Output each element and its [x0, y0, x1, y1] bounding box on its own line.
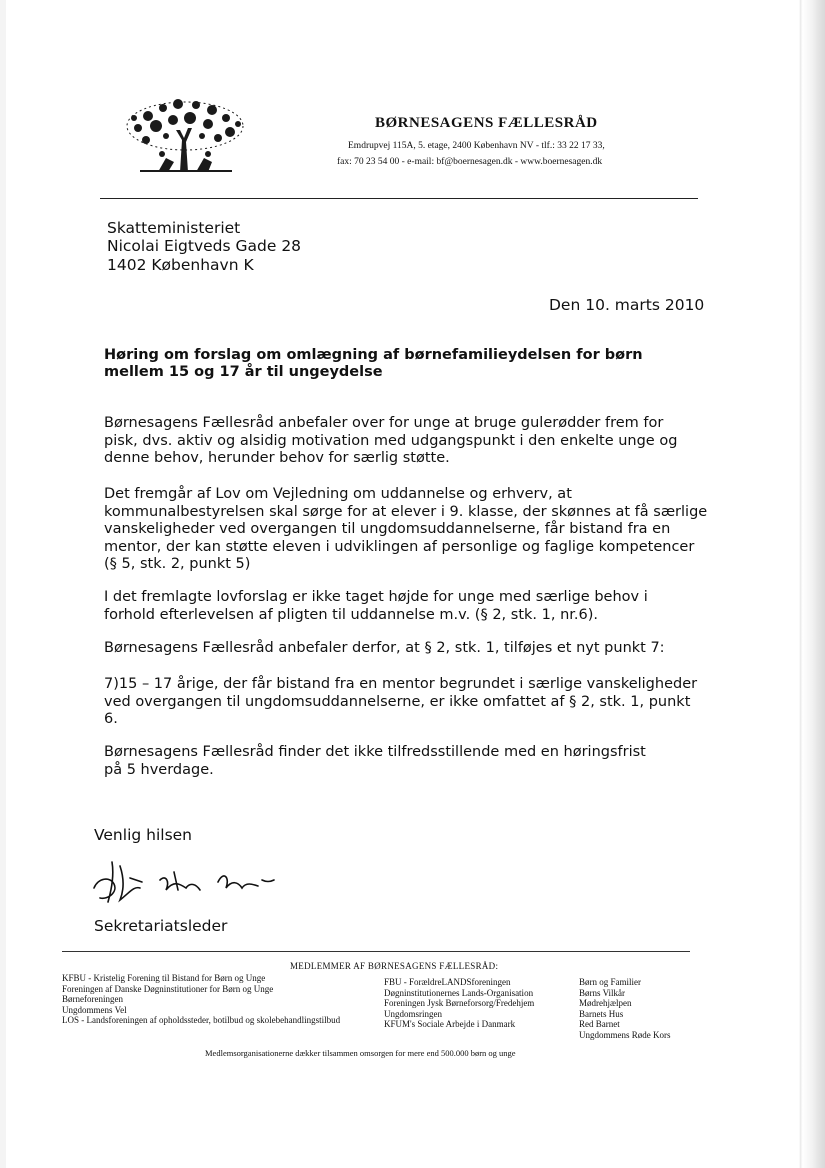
- footer-members-column-2: [384, 977, 534, 1030]
- body-paragraph-4: Børnesagens Fællesråd anbefaler derfor, at § 2, stk. 1, tilføjes et nyt punkt 7:: [104, 640, 665, 656]
- body-paragraph-1: Børnesagens Fællesråd anbefaler over for unge at bruge gulerødder frem for pisk, dvs. aktiv og alsidig motivation med udgangspunkt i den enkelte unge og denne behov, herunder behov for særlig støtte.: [104, 415, 678, 466]
- body-paragraph-6: Børnesagens Fællesråd finder det ikke tilfredsstillende med en høringsfrist på 5 hverdage.: [104, 744, 646, 778]
- footer-member: Mødrehjælpen: [579, 998, 632, 1009]
- footer-member: Foreningen af Danske Døgninstitutioner for Børn og Unge: [62, 983, 274, 994]
- footer-member: KFBU - Kristelig Forening til Bistand for Børn og Unge: [62, 973, 266, 983]
- footer-member: Red Barnet: [579, 1019, 620, 1030]
- footer-divider: [62, 951, 690, 952]
- footer-member: LOS - Landsforeningen af opholdssteder, botilbud og skolebehandlingstilbud: [62, 1015, 341, 1026]
- letter-date: Den 10. marts 2010: [549, 296, 705, 314]
- footer-member: Foreningen Jysk Børneforsorg/Fredehjem: [384, 998, 535, 1009]
- scan-edge-right: [793, 0, 825, 1168]
- footer-member: Ungdomsringen: [384, 1008, 442, 1019]
- tree-logo: [118, 96, 252, 176]
- handwritten-signature: [90, 858, 280, 906]
- organization-address: Emdrupvej 115A, 5. etage, 2400 København NV - tlf.: 33 22 17 33,: [348, 141, 605, 151]
- organization-name: BØRNESAGENS FÆLLESRÅD: [375, 115, 598, 131]
- footer-member: KFUM's Sociale Arbejde i Danmark: [384, 1019, 516, 1030]
- body-paragraph-5: 7)15 – 17 årige, der får bistand fra en mentor begrundet i særlige vanskeligheder ved overgangen til ungdomsuddannelserne, er ikke omfattet af § 2, stk. 1, punkt 6.: [104, 676, 698, 727]
- footer-members-column-1: [62, 973, 340, 1026]
- footer-members-column-3: [579, 977, 671, 1041]
- footer-members-title: MEDLEMMER AF BØRNESAGENS FÆLLESRÅD:: [290, 961, 499, 971]
- letter-subject: Høring om forslag om omlægning af børnefamilieydelsen for børn mellem 15 og 17 år til ungeydelse: [104, 347, 643, 380]
- footer-member: FBU - ForældreLANDSforeningen: [384, 977, 511, 987]
- footer-member: Ungdommens Vel: [62, 1004, 127, 1015]
- body-paragraph-3: I det fremlagte lovforslag er ikke taget højde for unge med særlige behov i forhold efterlevelsen af pligten til uddannelse m.v. (§ 2, stk. 1, nr.6).: [104, 589, 648, 623]
- footer-member: Ungdommens Røde Kors: [579, 1029, 671, 1040]
- footer-member: Børn og Familier: [579, 977, 641, 987]
- footer-member: Børneforeningen: [62, 994, 123, 1005]
- footer-membership-note: Medlemsorganisationerne dækker tilsammen omsorgen for mere end 500.000 børn og unge: [205, 1048, 516, 1058]
- closing-phrase: Venlig hilsen: [94, 826, 193, 844]
- organization-contact: fax: 70 23 54 00 - e-mail: bf@boernesagen.dk - www.boernesagen.dk: [337, 157, 603, 167]
- recipient-line-1: Skatteministeriet: [107, 219, 241, 237]
- recipient-line-3: 1402 København K: [107, 256, 254, 274]
- header-divider: [100, 198, 698, 199]
- body-paragraph-2: Det fremgår af Lov om Vejledning om uddannelse og erhverv, at kommunalbestyrelsen skal sørge for at elever i 9. klasse, der skønnes at få særlige vanskeligheder ved overgangen til ungdomsuddannelserne, får bistand fra en mentor, der kan støtte eleven i udviklingen af personlige og faglige kompetencer (§ 5, stk. 2, punkt 5): [104, 486, 708, 572]
- footer-member: Børns Vilkår: [579, 987, 626, 998]
- footer-member: Barnets Hus: [579, 1008, 624, 1019]
- footer-member: Døgninstitutionernes Lands-Organisation: [384, 987, 534, 998]
- scan-edge-left: [0, 0, 6, 1168]
- recipient-line-2: Nicolai Eigtveds Gade 28: [107, 237, 302, 255]
- signatory-title: Sekretariatsleder: [94, 917, 228, 935]
